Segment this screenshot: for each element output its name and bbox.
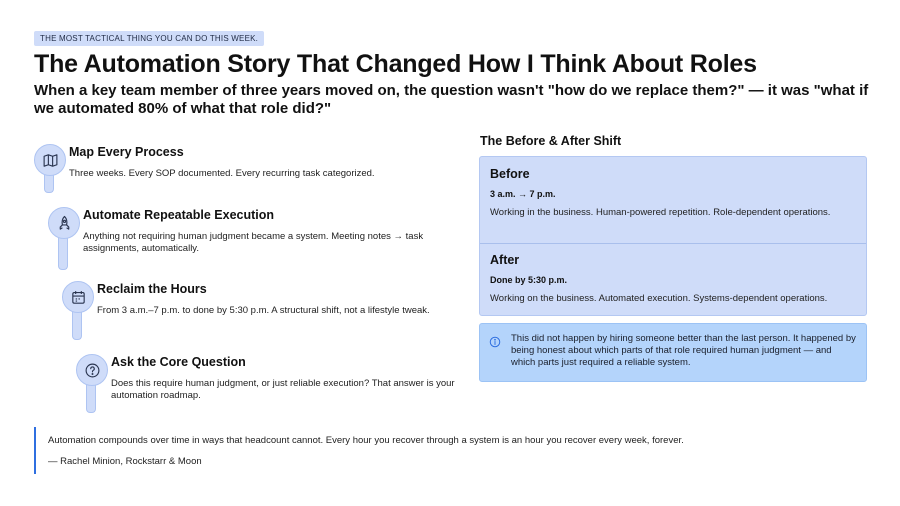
info-icon — [489, 336, 501, 348]
map-icon — [42, 152, 59, 169]
after-section — [490, 253, 858, 305]
step-badge — [76, 354, 108, 386]
before-time: 3 a.m. → 7 p.m. — [490, 189, 556, 199]
quote-text: Automation compounds over time in ways that headcount cannot. Every hour you recover through a system is an hour you recover every week, forever. — [48, 435, 684, 446]
before-description: Working in the business. Human-powered repetition. Role-dependent operations. — [490, 207, 831, 218]
step-description: Three weeks. Every SOP documented. Every recurring task categorized. — [69, 168, 375, 179]
step-reclaim-hours — [62, 281, 462, 341]
rocket-icon — [56, 215, 73, 232]
pull-quote — [34, 427, 684, 474]
section-divider — [480, 243, 866, 244]
step-title: Map Every Process — [69, 145, 184, 159]
shift-title: The Before & After Shift — [480, 134, 622, 148]
after-heading: After — [490, 253, 520, 267]
step-description: Anything not requiring human judgment became a system. Meeting notes → task assignments, automatically. — [83, 231, 424, 254]
step-ask-core-question — [76, 354, 466, 414]
step-description: From 3 a.m.–7 p.m. to done by 5:30 p.m. A structural shift, not a lifestyle tweak. — [97, 305, 430, 316]
after-time: Done by 5:30 p.m. — [490, 275, 568, 285]
eyebrow-label: THE MOST TACTICAL THING YOU CAN DO THIS WEEK. — [34, 31, 264, 46]
step-badge — [34, 144, 66, 176]
before-section — [490, 167, 858, 219]
page-subtitle: When a key team member of three years moved on, the question wasn't "how do we replace them?" — it was "what if we automated 80% of what that role did?" — [34, 82, 869, 117]
step-description: Does this require human judgment, or just reliable execution? That answer is your automation roadmap. — [111, 378, 455, 401]
question-icon — [84, 362, 101, 379]
step-title: Ask the Core Question — [111, 355, 246, 369]
step-badge — [48, 207, 80, 239]
callout-text: This did not happen by hiring someone better than the last person. It happened by being honest about which parts of that role required human judgment — and which parts just required a reliable system. — [511, 333, 856, 368]
info-callout — [479, 323, 867, 382]
step-title: Automate Repeatable Execution — [83, 208, 275, 222]
step-badge — [62, 281, 94, 313]
quote-author: — Rachel Minion, Rockstarr & Moon — [48, 456, 202, 467]
page-title: The Automation Story That Changed How I Think About Roles — [34, 50, 757, 78]
step-automate-execution — [48, 207, 458, 267]
step-title: Reclaim the Hours — [97, 282, 207, 296]
after-description: Working on the business. Automated execution. Systems-dependent operations. — [490, 293, 828, 304]
before-after-card — [479, 156, 867, 316]
calendar-icon — [70, 289, 87, 306]
step-map-every-process — [34, 144, 454, 194]
before-heading: Before — [490, 167, 530, 181]
